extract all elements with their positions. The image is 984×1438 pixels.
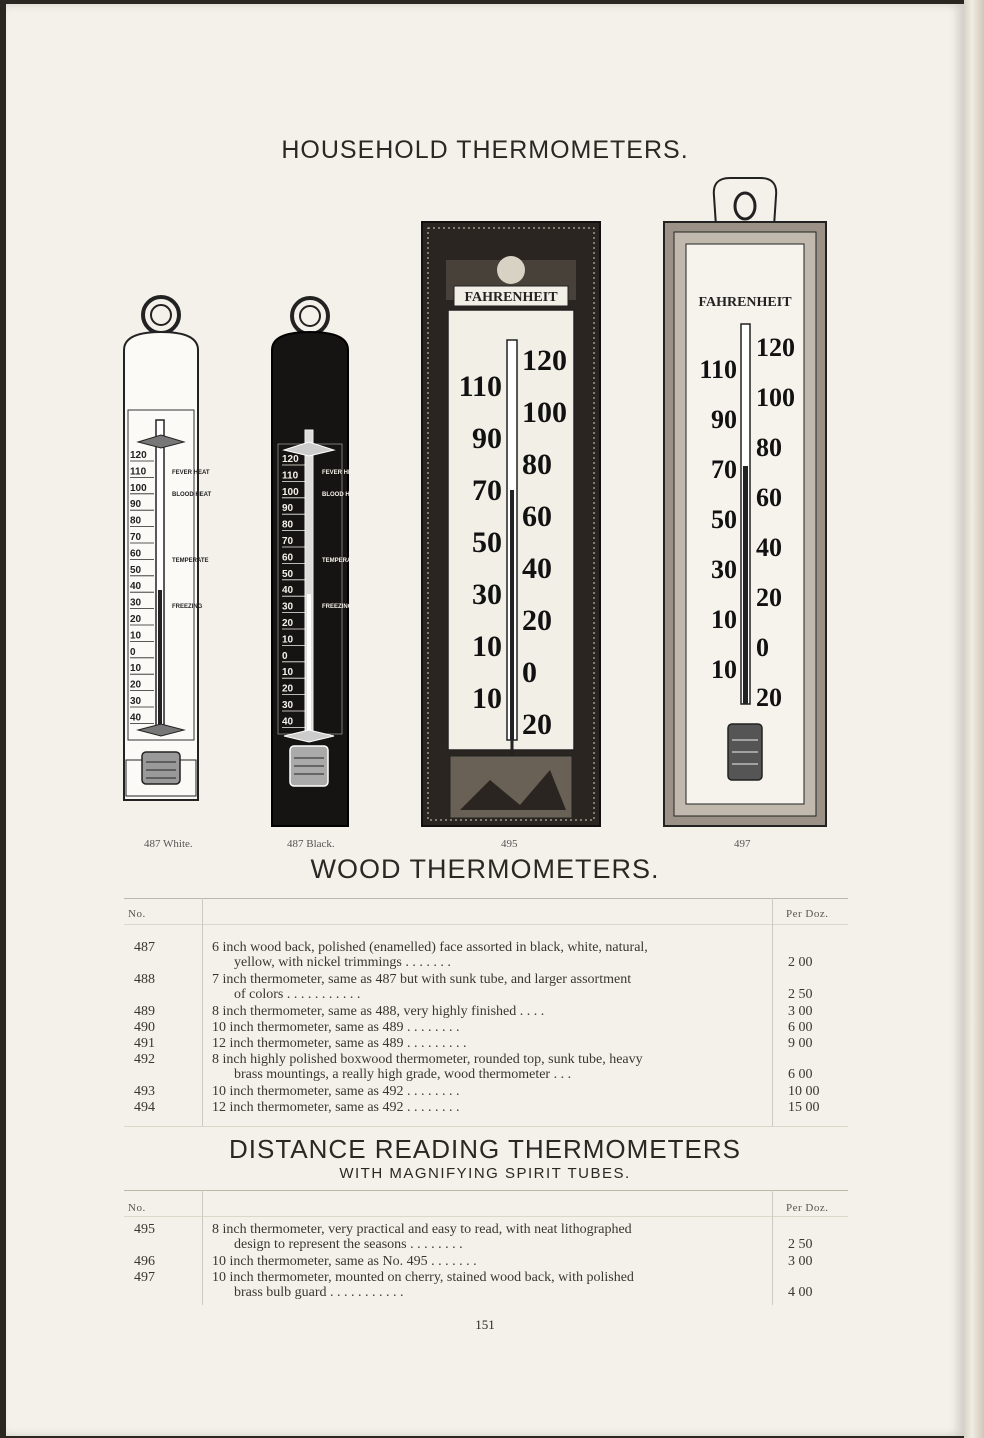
scale-label: 50 xyxy=(472,526,502,559)
mark-fever-heat: FEVER HEAT xyxy=(322,470,360,476)
item-number: 493 xyxy=(134,1084,155,1099)
scale-label: 10 xyxy=(282,667,294,679)
scale-label: 10 xyxy=(282,634,294,646)
scale-label: 30 xyxy=(282,700,294,711)
mark-blood-heat: BLOOD HEAT xyxy=(322,492,362,498)
scale-label: 110 xyxy=(130,466,147,478)
scale-label: 60 xyxy=(522,500,552,533)
scale-label: 10 xyxy=(711,655,737,684)
mark-fever-heat: FEVER HEAT xyxy=(172,470,210,476)
brand-label: FAHRENHEIT xyxy=(464,290,558,305)
description-line: 8 inch thermometer, same as 488, very highly finished . . . . xyxy=(212,1004,545,1019)
scale-label: 10 xyxy=(711,605,737,634)
scale-label: 20 xyxy=(130,614,142,625)
distance-subheading: WITH MAGNIFYING SPIRIT TUBES. xyxy=(339,1165,631,1182)
scale-label: 120 xyxy=(282,454,299,465)
caption-495: 495 xyxy=(501,838,518,850)
scale-label: 60 xyxy=(282,552,294,564)
item-price: 6 00 xyxy=(788,1067,813,1082)
scale-label: 120 xyxy=(522,344,567,377)
wood-price-table xyxy=(124,898,848,1128)
description-continuation: of colors . . . . . . . . . . . xyxy=(234,987,361,1002)
scale-label: 20 xyxy=(756,583,782,612)
scale-label: 40 xyxy=(756,533,782,562)
scale-label: 90 xyxy=(711,405,737,434)
scale-label: 40 xyxy=(130,581,142,593)
scale-label: 50 xyxy=(711,505,737,534)
item-price: 2 50 xyxy=(788,987,813,1002)
description-line: 12 inch thermometer, same as 489 . . . . . . . . . xyxy=(212,1036,467,1051)
scale-label: 70 xyxy=(282,536,294,547)
scale-label: 20 xyxy=(282,683,294,695)
catalog-page xyxy=(6,4,964,1436)
item-number: 487 xyxy=(134,940,155,955)
item-number: 494 xyxy=(134,1100,155,1115)
scale-label: 40 xyxy=(130,712,142,724)
scale-label: 0 xyxy=(282,650,288,662)
scale-label: 120 xyxy=(756,333,795,362)
item-price: 15 00 xyxy=(788,1100,820,1115)
item-number: 496 xyxy=(134,1254,155,1269)
item-description xyxy=(212,1254,762,1269)
description-line: 12 inch thermometer, same as 492 . . . . . . . . xyxy=(212,1100,460,1115)
mark-temperate: TEMPERATE xyxy=(172,558,209,564)
col-no-header: No. xyxy=(128,1202,146,1214)
item-description xyxy=(212,940,762,970)
mark-temperate: TEMPERATE xyxy=(322,558,359,564)
scale-label: 100 xyxy=(130,482,147,494)
item-description xyxy=(212,1270,762,1300)
scale-label: 70 xyxy=(711,455,737,484)
scale-label: 100 xyxy=(522,396,567,429)
item-number: 489 xyxy=(134,1004,155,1019)
scale-label: 20 xyxy=(522,708,552,741)
item-price: 3 00 xyxy=(788,1004,813,1019)
item-price: 2 50 xyxy=(788,1237,813,1252)
thermometer-cherry-497 xyxy=(660,176,830,828)
description-line: 10 inch thermometer, same as 489 . . . . . . . . xyxy=(212,1020,460,1035)
scale-label: 10 xyxy=(472,682,502,715)
scale-label: 110 xyxy=(699,355,737,384)
item-price: 3 00 xyxy=(788,1254,813,1269)
scale-label: 50 xyxy=(130,564,142,576)
item-price: 9 00 xyxy=(788,1036,813,1051)
caption-497: 497 xyxy=(734,838,751,850)
scale-label: 90 xyxy=(472,422,502,455)
mark-freezing: FREEZING xyxy=(322,604,353,610)
distance-price-table xyxy=(124,1190,848,1310)
col-price-header: Per Doz. xyxy=(786,908,829,920)
item-description xyxy=(212,1100,762,1115)
item-description xyxy=(212,1052,762,1082)
scale-label: 80 xyxy=(282,519,294,531)
thermometer-lithographed-495 xyxy=(420,220,602,828)
scale-label: 70 xyxy=(472,474,502,507)
description-continuation: brass mountings, a really high grade, wood thermometer . . . xyxy=(234,1067,572,1082)
scale-label: 40 xyxy=(282,716,294,728)
scale-label: 110 xyxy=(282,470,299,482)
mark-blood-heat: BLOOD HEAT xyxy=(172,492,212,498)
scale-label: 110 xyxy=(458,370,502,403)
description-line: 7 inch thermometer, same as 487 but with sunk tube, and larger assortment xyxy=(212,972,632,987)
scale-label: 20 xyxy=(130,679,142,691)
scale-label: 0 xyxy=(756,633,769,662)
item-number: 488 xyxy=(134,972,155,987)
brand-label: FAHRENHEIT xyxy=(698,295,792,310)
scale-label: 100 xyxy=(282,486,299,498)
caption-487-white: 487 White. xyxy=(144,838,193,850)
item-description xyxy=(212,1004,762,1019)
scale-label: 90 xyxy=(282,503,294,515)
scale-label: 20 xyxy=(282,618,294,629)
item-description xyxy=(212,1084,762,1099)
item-price: 10 00 xyxy=(788,1084,820,1099)
scale-label: 80 xyxy=(522,448,552,481)
scale-label: 30 xyxy=(472,578,502,611)
item-number: 490 xyxy=(134,1020,155,1035)
scale-label: 100 xyxy=(756,383,795,412)
scale-label: 0 xyxy=(522,656,537,689)
scale-label: 80 xyxy=(130,515,142,527)
page-edge xyxy=(964,0,984,1438)
scale-label: 10 xyxy=(130,630,142,642)
scale-label: 50 xyxy=(282,568,294,580)
description-line: 10 inch thermometer, mounted on cherry, stained wood back, with polished xyxy=(212,1270,634,1285)
caption-487-black: 487 Black. xyxy=(287,838,335,850)
scale-label: 90 xyxy=(130,499,142,511)
scale-label: 40 xyxy=(522,552,552,585)
description-continuation: brass bulb guard . . . . . . . . . . . xyxy=(234,1285,404,1300)
description-line: 10 inch thermometer, same as 492 . . . . . . . . xyxy=(212,1084,460,1099)
thermometer-black-487 xyxy=(262,294,362,834)
col-no-header: No. xyxy=(128,908,146,920)
item-description xyxy=(212,1020,762,1035)
item-price: 4 00 xyxy=(788,1285,813,1300)
scale-label: 10 xyxy=(130,663,142,675)
scale-label: 30 xyxy=(130,597,142,609)
page-number: 151 xyxy=(475,1317,495,1332)
distance-heading: DISTANCE READING THERMOMETERS xyxy=(229,1134,741,1164)
description-line: 10 inch thermometer, same as No. 495 . . . . . . . xyxy=(212,1254,477,1269)
description-line: 8 inch thermometer, very practical and easy to read, with neat lithographed xyxy=(212,1222,632,1237)
item-price: 6 00 xyxy=(788,1020,813,1035)
scale-label: 70 xyxy=(130,532,142,543)
scale-label: 20 xyxy=(522,604,552,637)
col-price-header: Per Doz. xyxy=(786,1202,829,1214)
item-number: 497 xyxy=(134,1270,155,1285)
wood-heading: WOOD THERMOMETERS. xyxy=(310,854,660,884)
scale-label: 80 xyxy=(756,433,782,462)
item-description xyxy=(212,1036,762,1051)
household-heading: HOUSEHOLD THERMOMETERS. xyxy=(281,136,689,164)
item-number: 495 xyxy=(134,1222,155,1237)
description-continuation: yellow, with nickel trimmings . . . . . . . xyxy=(234,955,451,970)
item-description xyxy=(212,1222,762,1252)
scale-label: 30 xyxy=(711,555,737,584)
scale-label: 30 xyxy=(130,696,142,707)
item-description xyxy=(212,972,762,1002)
scale-label: 40 xyxy=(282,585,294,597)
scale-label: 60 xyxy=(756,483,782,512)
scale-label: 20 xyxy=(756,683,782,712)
scale-label: 10 xyxy=(472,630,502,663)
thermometer-white-487 xyxy=(116,290,212,826)
description-line: 8 inch highly polished boxwood thermometer, rounded top, sunk tube, heavy xyxy=(212,1052,643,1067)
item-number: 492 xyxy=(134,1052,155,1067)
scale-label: 0 xyxy=(130,646,136,658)
description-line: 6 inch wood back, polished (enamelled) face assorted in black, white, natural, xyxy=(212,940,648,955)
scale-label: 120 xyxy=(130,450,147,461)
description-continuation: design to represent the seasons . . . . . . . . xyxy=(234,1237,463,1252)
scale-label: 60 xyxy=(130,548,142,560)
scale-label: 30 xyxy=(282,601,294,613)
mark-freezing: FREEZING xyxy=(172,604,203,610)
item-number: 491 xyxy=(134,1036,155,1051)
item-price: 2 00 xyxy=(788,955,813,970)
